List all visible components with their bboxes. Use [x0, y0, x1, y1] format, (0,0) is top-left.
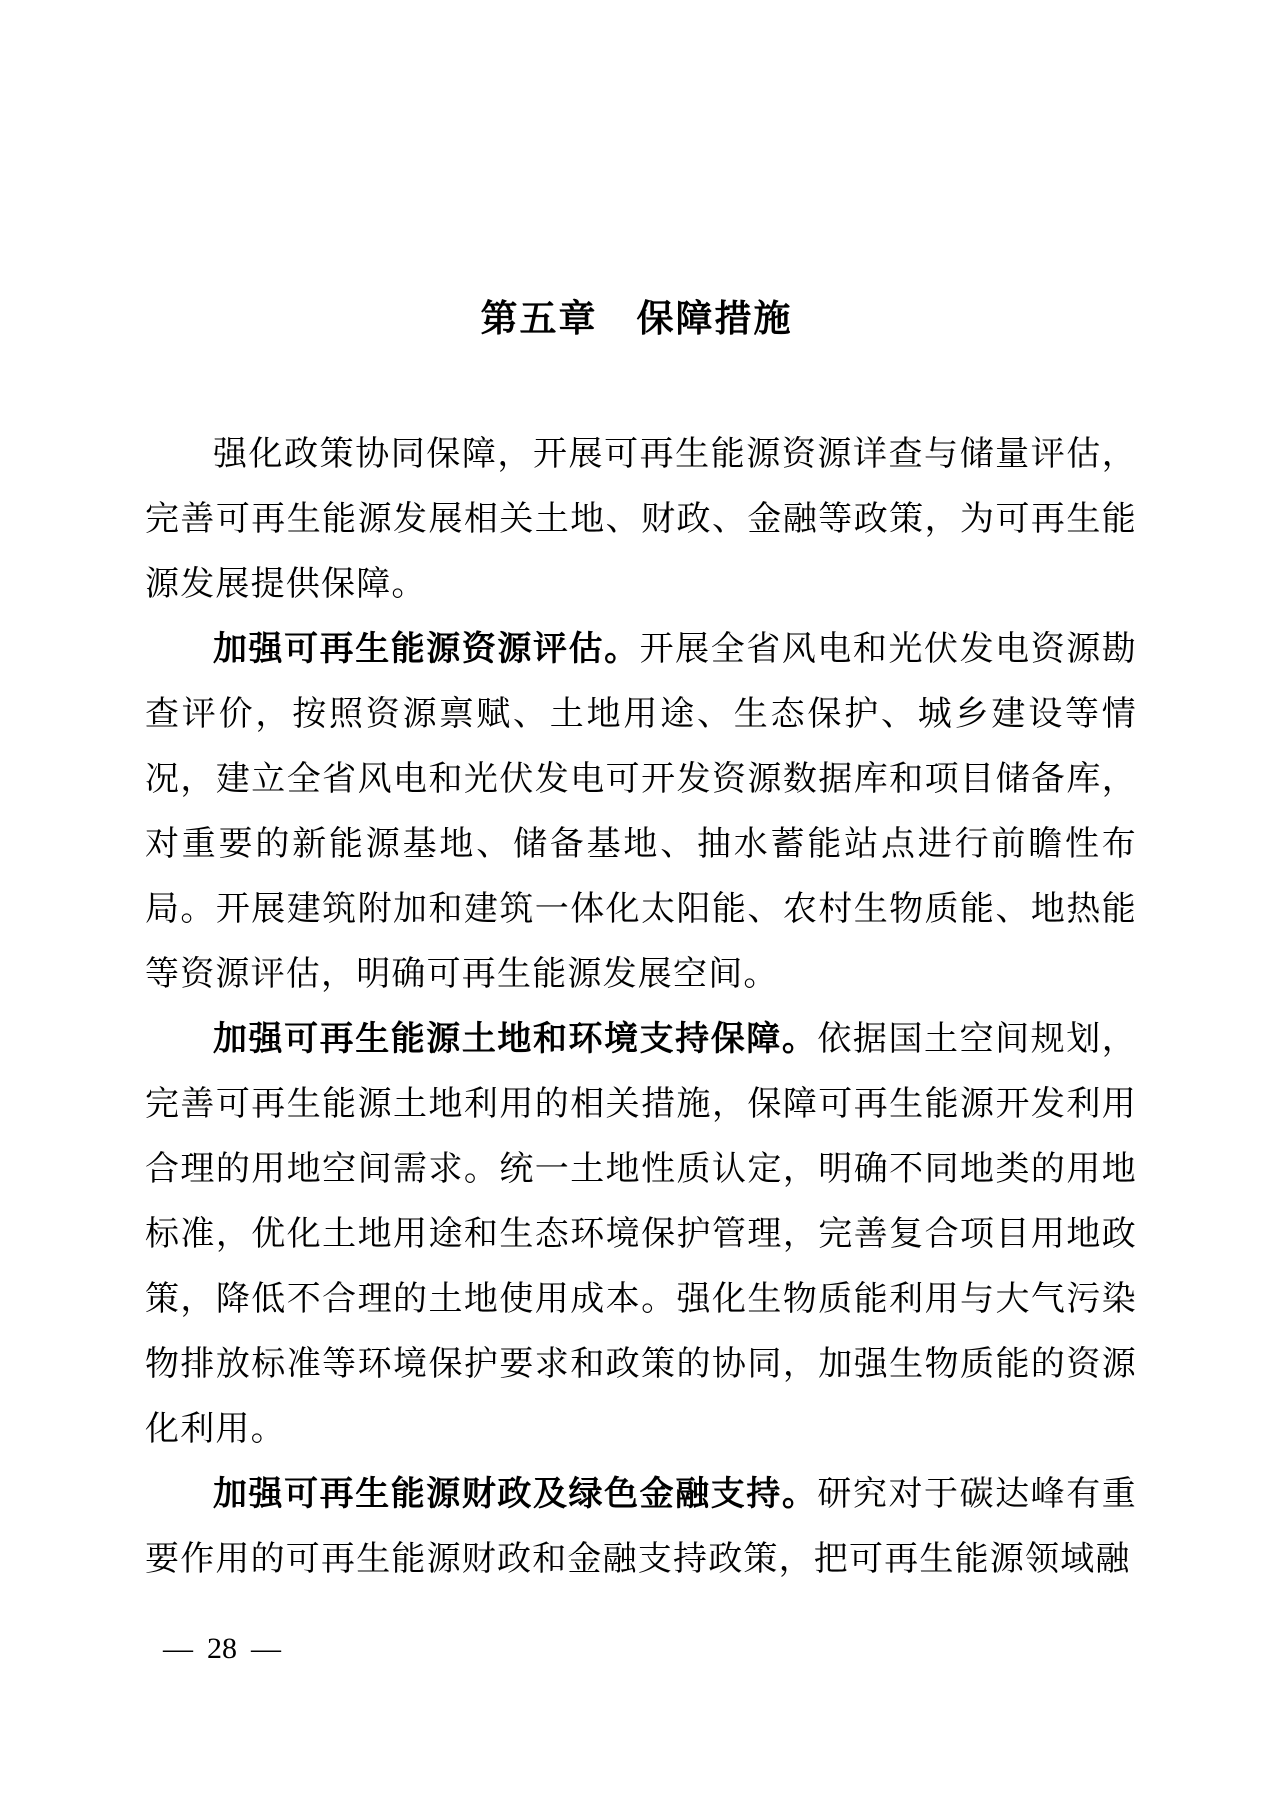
footer-right-dash: —	[251, 1632, 281, 1665]
paragraph	[145, 617, 1137, 1007]
document-body	[145, 422, 1137, 1592]
page-footer	[163, 1630, 281, 1668]
chapter-title: 第五章 保障措施	[480, 298, 793, 339]
paragraph	[145, 422, 1137, 617]
paragraph-text: 依据国土空间规划，完善可再生能源土地利用的相关措施，保障可再生能源开发利用合理的用地空间需求。统一土地性质认定，明确不同地类的用地标准，优化土地用途和生态环境保护管理，完善复合项目用地政策，降低不合理的土地使用成本。强化生物质能利用与大气污染物排放标准等环境保护要求和政策的协同，加强生物质能的资源化利用。	[145, 1021, 1137, 1448]
paragraph-bold-lead: 加强可再生能源土地和环境支持保障。	[213, 1020, 818, 1058]
paragraph-text: 研究对于碳达峰有重要作用的可再生能源财政和金融支持政策，把可再生能源领域融	[145, 1476, 1137, 1578]
paragraph	[145, 1007, 1137, 1462]
paragraph-bold-lead: 加强可再生能源财政及绿色金融支持。	[213, 1475, 818, 1513]
paragraph-text: 强化政策协同保障，开展可再生能源资源详查与储量评估，完善可再生能源发展相关土地、财政、金融等政策，为可再生能源发展提供保障。	[145, 436, 1137, 603]
footer-left-dash: —	[163, 1632, 193, 1665]
paragraph-bold-lead: 加强可再生能源资源评估。	[213, 630, 640, 668]
paragraph-text: 开展全省风电和光伏发电资源勘查评价，按照资源禀赋、土地用途、生态保护、城乡建设等情况，建立全省风电和光伏发电可开发资源数据库和项目储备库，对重要的新能源基地、储备基地、抽水蓄能站点进行前瞻性布局。开展建筑附加和建筑一体化太阳能、农村生物质能、地热能等资源评估，明确可再生能源发展空间。	[145, 631, 1137, 993]
page-number: 28	[207, 1632, 237, 1665]
paragraph	[145, 1462, 1137, 1592]
